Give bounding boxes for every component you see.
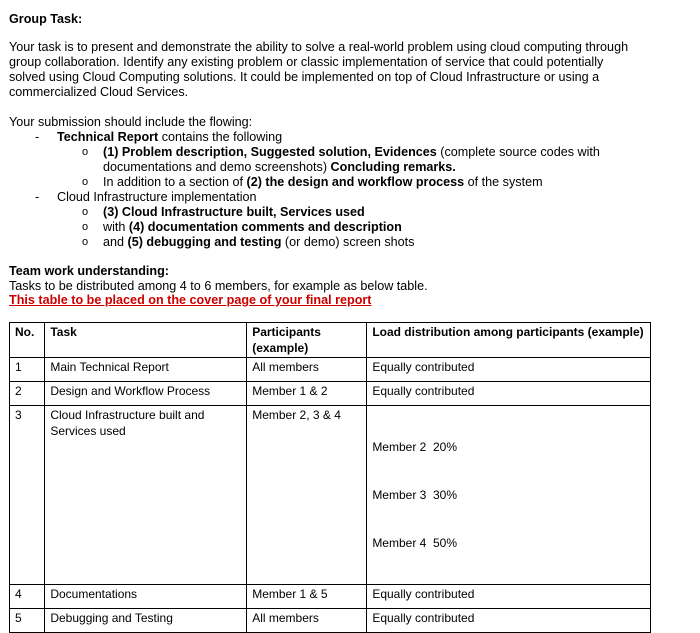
tr-item-2-bold: (2) the design and workflow process (246, 175, 465, 189)
table-row (10, 358, 651, 382)
table-row (10, 406, 651, 585)
circle-bullet: o (82, 146, 89, 158)
ci-item-2-bold: (4) documentation comments and description (128, 220, 402, 234)
cell-participants: All members (247, 358, 367, 382)
ci-item-3-bold: (5) debugging and testing (127, 235, 282, 249)
dash-bullet: - (35, 130, 40, 144)
page-heading: Group Task: (9, 12, 83, 26)
cell-load (367, 406, 651, 585)
cell-load: Equally contributed (367, 609, 651, 633)
technical-report-label: Technical Report (57, 130, 159, 144)
header-no: No. (10, 323, 45, 358)
tr-item-1-bold: (1) Problem description, Suggested solution, Evidences (103, 145, 437, 159)
table-row (10, 382, 651, 406)
cell-task: Design and Workflow Process (45, 382, 247, 406)
cell-load: Equally contributed (367, 358, 651, 382)
header-participants: Participants (example) (247, 323, 367, 358)
cell-load: Equally contributed (367, 585, 651, 609)
cell-no: 3 (10, 406, 45, 585)
submission-intro: Your submission should include the flowing: (9, 115, 253, 129)
tr-item-1-line2-text: documentations and demo screenshots) (103, 160, 331, 174)
cell-load: Equally contributed (367, 382, 651, 406)
table-row (10, 609, 651, 633)
cell-load-line: Member 2 20% (372, 440, 458, 454)
cloud-impl-item: Cloud Infrastructure implementation (57, 190, 257, 204)
dash-bullet: - (35, 190, 40, 204)
tr-item-1-line-2 (103, 160, 456, 175)
circle-bullet: o (82, 176, 89, 188)
cell-participants: Member 1 & 2 (247, 382, 367, 406)
cell-participants: Member 1 & 5 (247, 585, 367, 609)
tr-item-1-line-1 (103, 145, 600, 160)
table-header-row (10, 323, 651, 358)
ci-item-1: (3) Cloud Infrastructure built, Services used (103, 205, 365, 219)
ci-item-2 (103, 220, 402, 235)
circle-bullet: o (82, 236, 89, 248)
technical-report-text: contains the following (158, 130, 283, 144)
cell-task-line: Cloud Infrastructure built and (50, 408, 205, 422)
cell-task: Documentations (45, 585, 247, 609)
cell-no: 4 (10, 585, 45, 609)
circle-bullet: o (82, 221, 89, 233)
intro-line: group collaboration. Identify any existing problem or classic implementation of service that could potentially (9, 55, 604, 69)
cell-task-line: Services used (50, 424, 126, 438)
ci-item-3 (103, 235, 414, 250)
cell-no: 1 (10, 358, 45, 382)
intro-line: Your task is to present and demonstrate the ability to solve a real-world problem using cloud computing through (9, 40, 629, 54)
task-distribution-table (9, 322, 651, 633)
cell-task (45, 406, 247, 585)
tr-item-1-rest: (complete source codes with (436, 145, 600, 159)
ci-item-3-a: and (103, 235, 128, 249)
cell-load-line: Member 4 50% (372, 536, 458, 550)
tr-item-1-line2-bold: Concluding remarks. (330, 160, 456, 174)
header-load: Load distribution among participants (example) (367, 323, 651, 358)
technical-report-item (57, 130, 282, 145)
cell-task: Main Technical Report (45, 358, 247, 382)
teamwork-heading: Team work understanding: (9, 264, 170, 278)
ci-item-3-b: (or demo) screen shots (281, 235, 415, 249)
intro-line: commercialized Cloud Services. (9, 85, 189, 99)
tr-item-2 (103, 175, 543, 190)
cell-load-line: Member 3 30% (372, 488, 458, 502)
ci-item-2-a: with (103, 220, 129, 234)
intro-line: solved using Cloud Computing solutions. It could be implemented on top of Cloud Infrastructure or using a (9, 70, 600, 84)
circle-bullet: o (82, 206, 89, 218)
cell-no: 2 (10, 382, 45, 406)
cell-participants: All members (247, 609, 367, 633)
cover-note: This table to be placed on the cover page of your final report (9, 293, 372, 307)
tr-item-2-a: In addition to a section of (103, 175, 247, 189)
cell-task: Debugging and Testing (45, 609, 247, 633)
tr-item-2-b: of the system (464, 175, 543, 189)
cell-participants: Member 2, 3 & 4 (247, 406, 367, 585)
cell-no: 5 (10, 609, 45, 633)
teamwork-text: Tasks to be distributed among 4 to 6 members, for example as below table. (9, 279, 428, 293)
table-row (10, 585, 651, 609)
header-task: Task (45, 323, 247, 358)
